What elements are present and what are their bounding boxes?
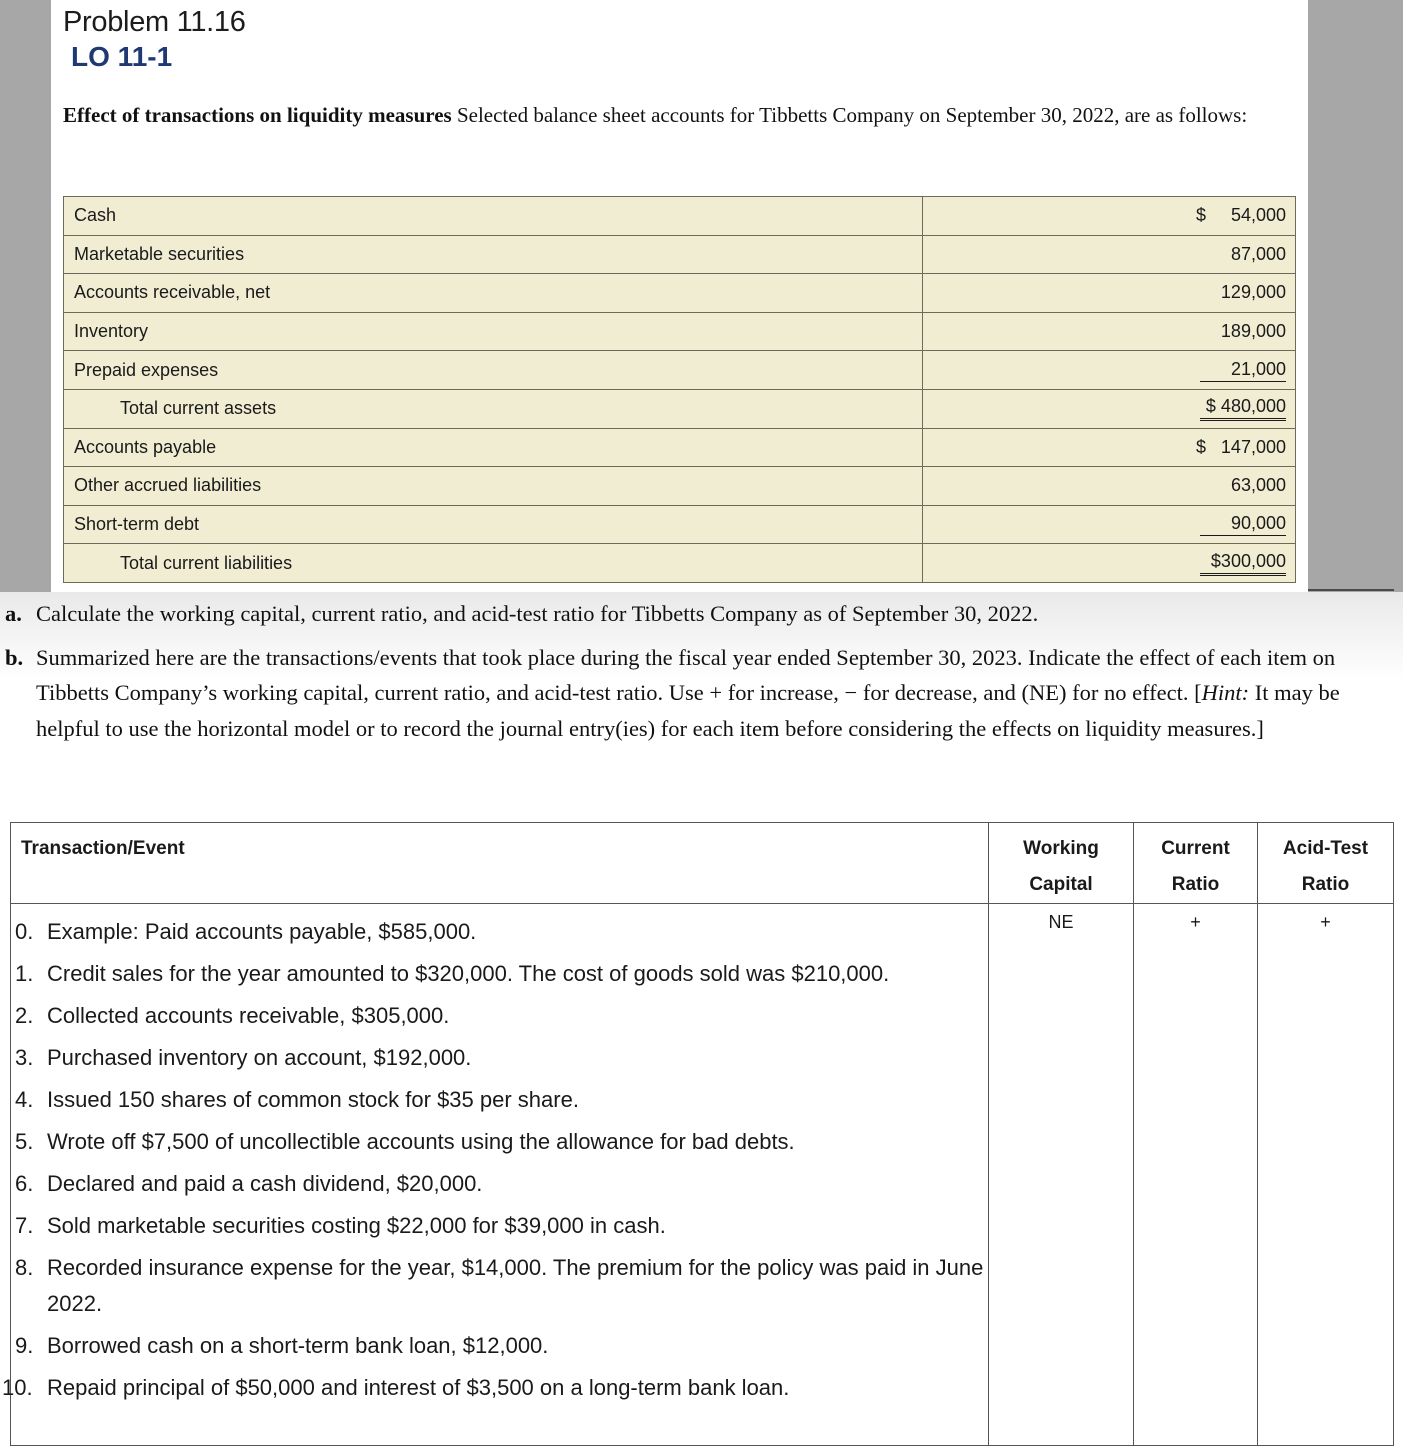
instructions (0, 596, 1403, 746)
table-row (64, 197, 1296, 236)
amount-value: 63,000 (1230, 475, 1286, 496)
header-transaction-event: Transaction/Event (11, 823, 989, 904)
working-capital-effect: NE (989, 904, 1134, 1446)
header-line: Working (1023, 838, 1099, 859)
header-line: Acid-Test (1282, 838, 1369, 859)
event-number: 6. (15, 1171, 34, 1196)
table-row (64, 428, 1296, 467)
list-item (11, 998, 988, 1034)
event-number: 1. (15, 961, 34, 986)
intro-paragraph (63, 99, 1293, 132)
event-text: Sold marketable securities costing $22,000 for $39,000 in cash. (47, 1213, 666, 1238)
total-label: Total current liabilities (64, 544, 923, 583)
table-row (64, 544, 1296, 583)
account-label: Prepaid expenses (64, 351, 923, 390)
list-item (11, 1328, 988, 1364)
part-a (0, 596, 1403, 632)
table-row (64, 505, 1296, 544)
list-item (11, 956, 988, 992)
transactions-table (2, 822, 1394, 1446)
event-list (2, 914, 988, 1406)
intro-text: Selected balance sheet accounts for Tibbetts Company on September 30, 2022, are as follows: (451, 103, 1248, 127)
amount-value: 54,000 (1230, 205, 1286, 226)
amount-value: 129,000 (1220, 282, 1286, 303)
event-text: Declared and paid a cash dividend, $20,000. (47, 1171, 483, 1196)
account-amount (923, 274, 1296, 313)
account-label: Accounts payable (64, 428, 923, 467)
event-number: 10. (2, 1375, 33, 1400)
account-label: Other accrued liabilities (64, 467, 923, 506)
list-item (11, 1082, 988, 1118)
table-row (64, 467, 1296, 506)
amount-value: 21,000 (1200, 359, 1286, 382)
event-number: 5. (15, 1129, 34, 1154)
event-text: Wrote off $7,500 of uncollectible accounts using the allowance for bad debts. (47, 1129, 795, 1154)
event-number: 7. (15, 1213, 34, 1238)
amount-value: $300,000 (1200, 551, 1286, 576)
amount-value: $ 480,000 (1200, 396, 1286, 421)
event-number: 0. (15, 919, 34, 944)
event-number: 3. (15, 1045, 34, 1070)
account-label: Cash (64, 197, 923, 236)
account-label: Short-term debt (64, 505, 923, 544)
header-working-capital (989, 823, 1134, 904)
header-line: Ratio (1171, 874, 1220, 895)
dollar-sign: $ (1196, 436, 1207, 457)
table-row (64, 351, 1296, 390)
hint-label: Hint: (1201, 680, 1250, 705)
problem-title: Problem 11.16 (63, 6, 246, 38)
event-text: Repaid principal of $50,000 and interest of $3,500 on a long-term bank loan. (47, 1375, 790, 1400)
event-number: 9. (15, 1333, 34, 1358)
dollar-sign: $ (1196, 205, 1207, 226)
amount-value: 90,000 (1200, 513, 1286, 536)
event-text: Borrowed cash on a short-term bank loan, $12,000. (47, 1333, 549, 1358)
header-line: Ratio (1301, 874, 1350, 895)
event-text: Credit sales for the year amounted to $320,000. The cost of goods sold was $210,000. (47, 961, 890, 986)
event-number: 4. (15, 1087, 34, 1112)
part-b-letter: b. (5, 644, 24, 670)
amount-value: 87,000 (1230, 243, 1286, 264)
list-item (11, 1166, 988, 1202)
list-item (11, 914, 988, 950)
account-amount (923, 197, 1296, 236)
intro-topic: Effect of transactions on liquidity measures (63, 103, 452, 127)
total-label: Total current assets (64, 389, 923, 428)
header-line: Capital (1029, 874, 1093, 895)
total-amount (923, 389, 1296, 428)
account-amount (923, 235, 1296, 274)
amount-value: 147,000 (1220, 436, 1286, 457)
learning-objective-label: LO 11-1 (71, 41, 173, 72)
account-label: Inventory (64, 312, 923, 351)
event-text: Recorded insurance expense for the year, $14,000. The premium for the policy was paid in June 2022. (47, 1255, 984, 1316)
table-row (64, 312, 1296, 351)
account-amount (923, 312, 1296, 351)
account-amount (923, 467, 1296, 506)
header-line: Current (1161, 838, 1230, 859)
total-amount (923, 544, 1296, 583)
part-b (0, 640, 1395, 747)
table-row (64, 389, 1296, 428)
list-item (11, 1040, 988, 1076)
acid-test-ratio-effect: + (1258, 904, 1394, 1446)
part-a-letter: a. (5, 601, 22, 626)
amount-value: 189,000 (1220, 321, 1286, 342)
table-header-row (11, 823, 1394, 904)
divider-line (1308, 589, 1394, 591)
list-item (11, 1124, 988, 1160)
balance-sheet-table (63, 196, 1296, 583)
table-row (64, 235, 1296, 274)
account-label: Marketable securities (64, 235, 923, 274)
event-text: Purchased inventory on account, $192,000. (47, 1045, 472, 1070)
header-acid-test-ratio (1258, 823, 1394, 904)
header-current-ratio (1134, 823, 1258, 904)
table-row (11, 904, 1394, 1446)
list-item (11, 1250, 988, 1322)
events-cell (2, 904, 989, 1446)
current-ratio-effect: + (1134, 904, 1258, 1446)
account-amount (923, 351, 1296, 390)
event-text: Collected accounts receivable, $305,000. (47, 1003, 450, 1028)
account-label: Accounts receivable, net (64, 274, 923, 313)
event-text: Issued 150 shares of common stock for $35 per share. (47, 1087, 579, 1112)
event-text: Example: Paid accounts payable, $585,000. (47, 919, 477, 944)
list-item (11, 1208, 988, 1244)
event-number: 8. (15, 1255, 34, 1280)
event-number: 2. (15, 1003, 34, 1028)
part-a-text: Calculate the working capital, current ratio, and acid-test ratio for Tibbetts Company as of September 30, 2022. (36, 601, 1039, 626)
part-b-hint-text: It may be helpful to use the horizontal model or to record the journal entry(ies) for each item before considering the effects on liquidity measures.] (36, 680, 1340, 741)
list-item (2, 1370, 988, 1406)
part-b-text: Summarized here are the transactions/events that took place during the fiscal year ended September 30, 2023. Indicate the effect of each item on Tibbetts Company’s working capital, current ratio, and acid-test ratio. Use + for increase, − for decrease, and (NE) for no effect. [ (36, 644, 1336, 705)
table-row (64, 274, 1296, 313)
account-amount (923, 505, 1296, 544)
account-amount (923, 428, 1296, 467)
